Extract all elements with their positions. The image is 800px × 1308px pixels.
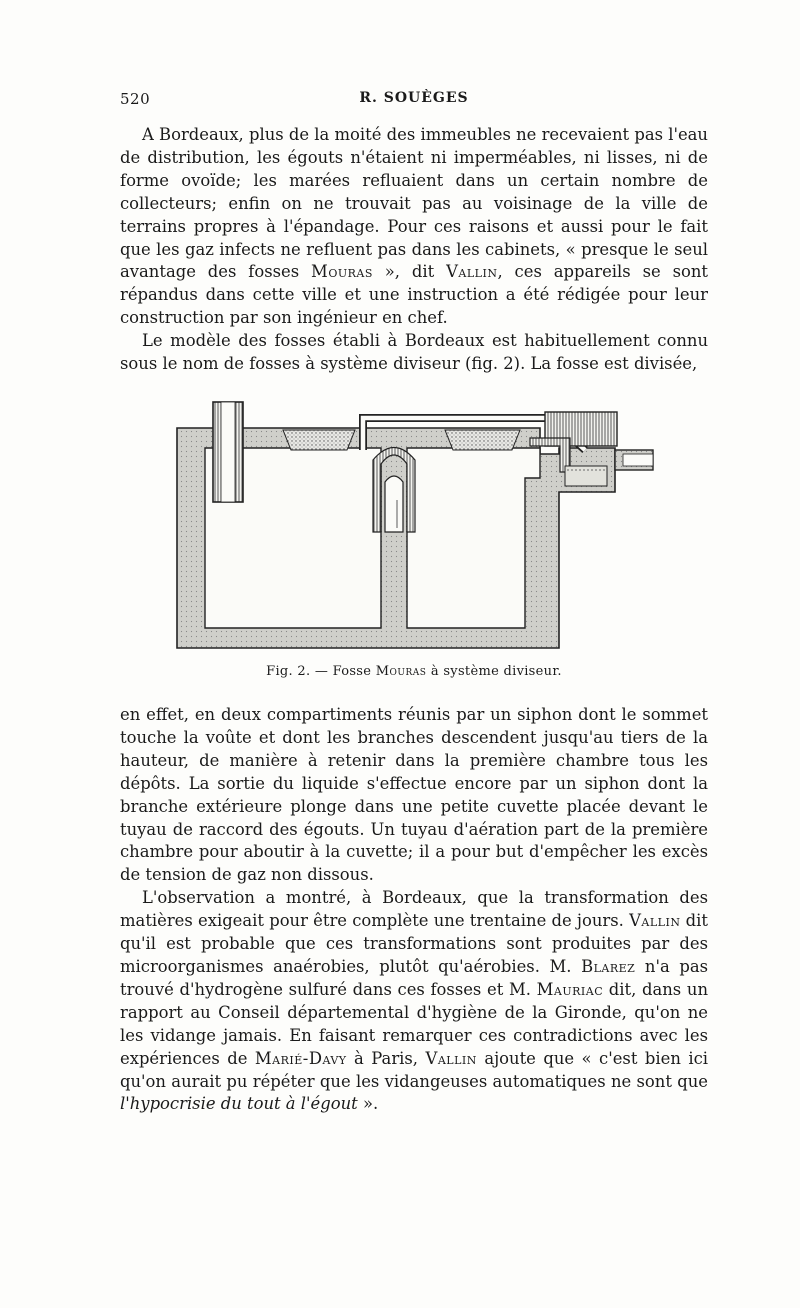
caption-suffix: à système diviseur. [426,664,562,679]
paragraph [120,887,708,1116]
cuvette [565,466,607,486]
text-run: L'observation a montré, à Bordeaux, que la transformation des matières exigeait pour être complète une trentaine de jours. [120,888,708,931]
slab-1 [283,430,355,450]
text-run: , ces appareils se sont répandus dans cette ville et une instruction a été rédigée pour leur construction par son ingénieur en chef. [120,262,708,328]
text-block-top [120,124,708,376]
paragraph [120,704,708,887]
text-run: Vallin [629,911,681,931]
text-run: Vallin [446,262,498,282]
caption-name: Mouras [375,664,427,679]
text-run: Mauriac [536,979,604,999]
text-run: ajoute que « c'est bien ici qu'on aurait pu répéter que les vidangeuses automatiques ne sont que [120,1048,709,1091]
page-number: 520 [120,90,151,108]
paragraph [120,124,708,330]
text-run: en effet, en deux compartiments réunis par un siphon dont le sommet touche la voûte et dont les branches descendent jusqu'au tiers de la hauteur, de manière à retenir dans la première chambre tous les dépôts. La sortie du liquide s'effectue encore par un siphon dont la branche extérieure plonge dans une petite cuvette placée devant le tuyau de raccord des égouts. Un tuyau d'aération part de la première chambre pour aboutir à la cuvette; il a pour but d'empêcher les excès de tension de gaz non dissous. [120,705,708,885]
text-block-bottom [120,704,708,1116]
page-header [120,90,708,114]
text-run: », dit [372,262,447,282]
text-run: A Bordeaux, plus de la moité des immeubles ne recevaient pas l'eau de distribution, les égouts n'étaient ni imperméables, ni lisses, ni de forme ovoïde; les marées refluaient dans un certain nombre de collecteurs; enfin on ne trouvait pas au voisinage de la ville de terrains propres à l'épandage. Pour ces raisons et aussi pour le fait que les gaz infects ne refluent pas dans les cabinets, « presque le seul avantage des fosses [120,125,708,282]
text-run: Vallin [425,1048,477,1068]
figure-fosse-diagram [175,400,655,660]
text-run: dit, dans un rapport au Conseil départemental d'hygiène de la Gironde, qu'on ne les vidange jamais. En faisant remarquer ces contradictions avec les expériences de [120,979,708,1068]
text-run: Blarez [581,956,636,976]
figure-caption [120,664,708,679]
text-run: ». [357,1094,379,1114]
text-run: Marié-Davy [254,1048,347,1068]
fosse-diagram [175,400,655,660]
text-run: Le modèle des fosses établi à Bordeaux est habituellement connu sous le nom de fosses à système diviseur (fig. 2). La fosse est divisée, [120,331,708,374]
text-run: à Paris, [346,1048,426,1068]
running-head: R. SOUÈGES [359,90,469,106]
text-run: l'hypocrisie du tout à l'égout [120,1094,358,1114]
slab-2 [445,430,520,450]
text-run: n'a pas trouvé d'hydrogène sulfuré dans ces fosses et M. [120,956,708,999]
paragraph [120,330,708,376]
chamber-2 [407,448,540,628]
caption-prefix: Fig. 2. — Fosse [266,664,376,679]
text-run: dit qu'il est probable que ces transformations sont produites par des microorganismes anaérobies, plutôt qu'aérobies. M. [120,911,709,976]
text-run: Mouras [311,262,373,282]
